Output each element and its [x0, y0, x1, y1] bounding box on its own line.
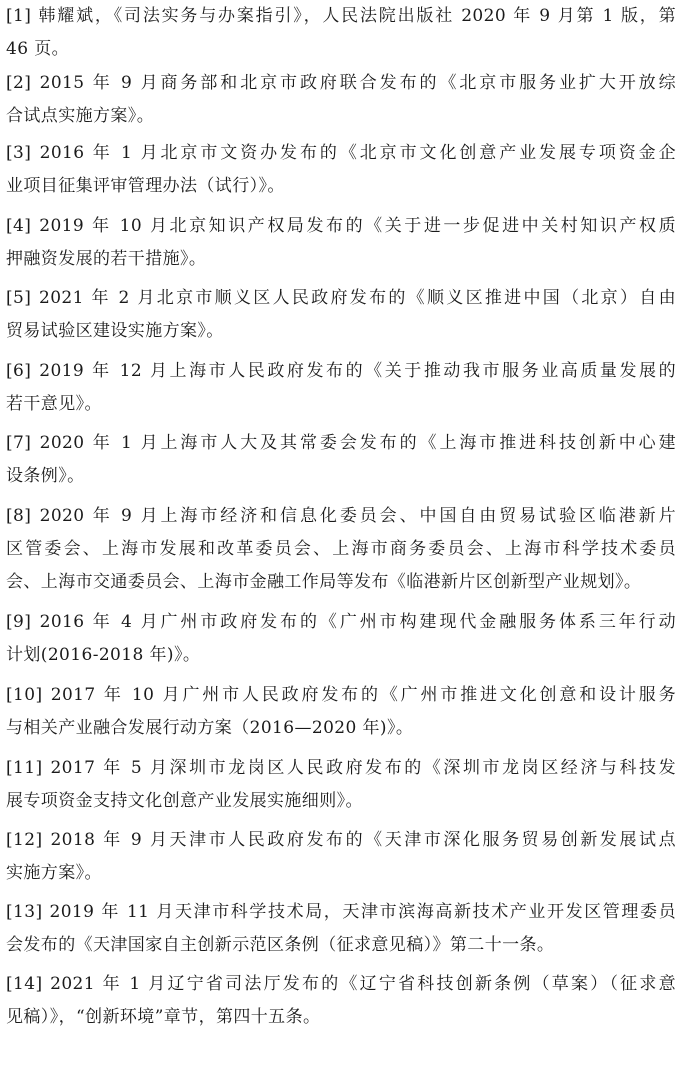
- reference-line: 展专项资金支持文化创意产业发展实施细则》。: [6, 791, 363, 811]
- reference-line: [5] 2021 年 2 月北京市顺义区人民政府发布的《顺义区推进中国（北京）自由: [6, 288, 676, 308]
- reference-item-10: [6, 679, 676, 745]
- reference-line: 若干意见》。: [6, 394, 102, 414]
- reference-line: 计划(2016-2018 年)》。: [6, 645, 201, 665]
- reference-line: [14] 2021 年 1 月辽宁省司法厅发布的《辽宁省科技创新条例（草案）（征求意: [6, 974, 676, 994]
- reference-item-7: [6, 427, 676, 493]
- reference-line: 业项目征集评审管理办法（试行）》。: [6, 176, 285, 196]
- reference-line: [1] 韩耀斌，《司法实务与办案指引》，人民法院出版社 2020 年 9 月第 1 版，第: [6, 6, 676, 26]
- reference-item-11: [6, 752, 676, 818]
- reference-line: [11] 2017 年 5 月深圳市龙岗区人民政府发布的《深圳市龙岗区经济与科技发: [6, 758, 676, 778]
- reference-line: 46 页。: [6, 39, 70, 59]
- reference-line: 实施方案》。: [6, 863, 102, 883]
- reference-item-2: [6, 67, 676, 133]
- reference-item-12: [6, 824, 676, 890]
- reference-line: [3] 2016 年 1 月北京市文资办发布的《北京市文化创意产业发展专项资金企: [6, 143, 676, 163]
- reference-item-5: [6, 282, 676, 348]
- reference-item-3: [6, 137, 676, 203]
- reference-line: [4] 2019 年 10 月北京知识产权局发布的《关于进一步促进中关村知识产权质: [6, 216, 676, 236]
- reference-line: [2] 2015 年 9 月商务部和北京市政府联合发布的《北京市服务业扩大开放综: [6, 73, 676, 93]
- reference-line: 设条例》。: [6, 466, 85, 486]
- reference-item-13: [6, 896, 676, 962]
- reference-line: 合试点实施方案》。: [6, 106, 155, 126]
- reference-line: 会发布的《天津国家自主创新示范区条例（征求意见稿）》第二十一条。: [6, 935, 555, 955]
- reference-item-14: [6, 968, 676, 1034]
- reference-item-8: [6, 500, 676, 599]
- reference-line: [12] 2018 年 9 月天津市人民政府发布的《天津市深化服务贸易创新发展试点: [6, 830, 676, 850]
- reference-line: 押融资发展的若干措施》。: [6, 249, 207, 269]
- reference-line: 见稿）》，“创新环境”章节，第四十五条。: [6, 1007, 321, 1027]
- reference-line: [8] 2020 年 9 月上海市经济和信息化委员会、中国自由贸易试验区临港新片: [6, 506, 676, 526]
- reference-line: [6] 2019 年 12 月上海市人民政府发布的《关于推动我市服务业高质量发展的: [6, 361, 676, 381]
- reference-line: [13] 2019 年 11 月天津市科学技术局，天津市滨海高新技术产业开发区管理委员: [6, 902, 676, 922]
- reference-line: 区管委会、上海市发展和改革委员会、上海市商务委员会、上海市科学技术委员: [6, 539, 676, 559]
- reference-line: 贸易试验区建设实施方案》。: [6, 321, 224, 341]
- reference-line: 与相关产业融合发展行动方案（2016—2020 年)》。: [6, 718, 414, 738]
- reference-line: [10] 2017 年 10 月广州市人民政府发布的《广州市推进文化创意和设计服务: [6, 685, 676, 705]
- reference-item-6: [6, 355, 676, 421]
- reference-item-9: [6, 606, 676, 672]
- reference-line: [7] 2020 年 1 月上海市人大及其常委会发布的《上海市推进科技创新中心建: [6, 433, 676, 453]
- reference-line: [9] 2016 年 4 月广州市政府发布的《广州市构建现代金融服务体系三年行动: [6, 612, 676, 632]
- reference-line: 会、上海市交通委员会、上海市金融工作局等发布《临港新片区创新型产业规划》。: [6, 572, 642, 592]
- reference-item-4: [6, 210, 676, 276]
- reference-item-1: [6, 0, 676, 66]
